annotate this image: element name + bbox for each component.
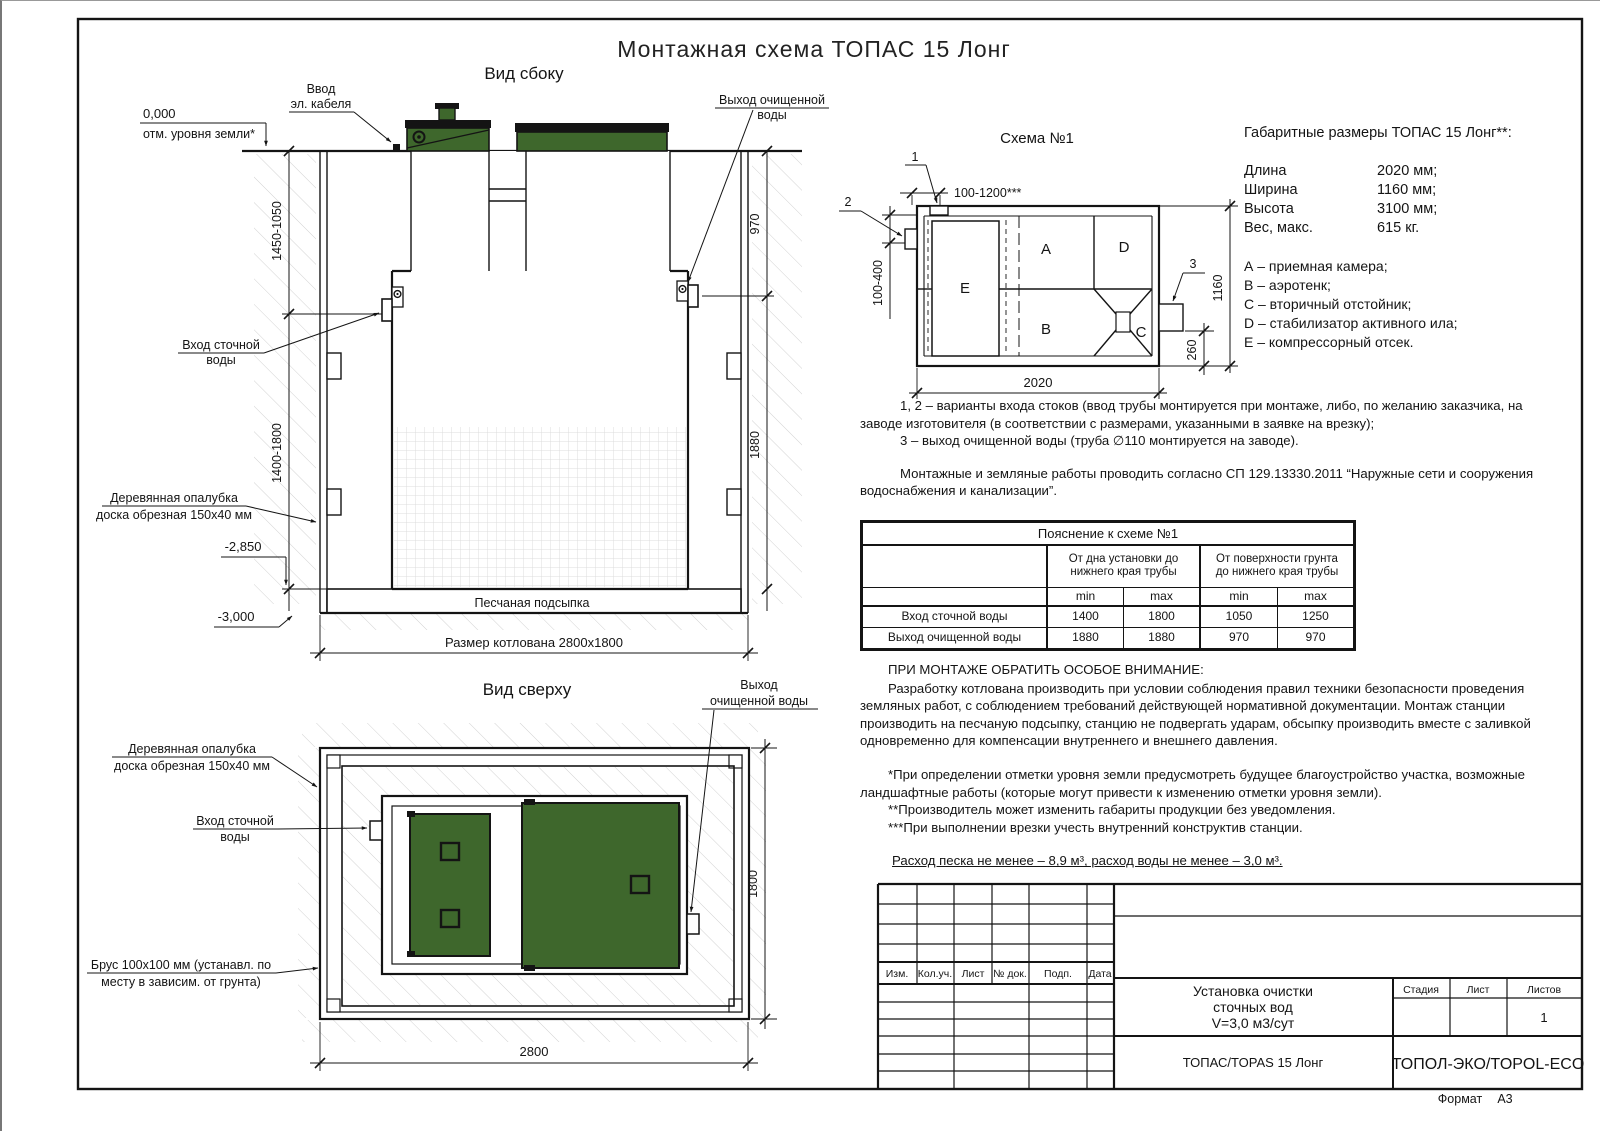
sheet-label: Лист [1466,984,1490,996]
specs-block [1244,125,1544,352]
svg-text:Брус 100х100 мм (устанавл. по: Брус 100х100 мм (устанавл. по [90,958,272,972]
compartment-legend [1244,257,1544,352]
compartment-e: E [959,280,971,297]
attention-text: Разработку котлована производить при условии соблюдения правил техники безопасности проведения земляных работ, с соблюдением требований действующей нормативной документации. Монтаж станции производить на песчаную подсыпку, станцию не подвергать ударам, обсыпку производить вместе с заливкой одновременно для компенсации внутреннего и внешнего давления. [860,680,1531,749]
col-group-bottom: От дна установки до нижнего края трубы [1047,545,1200,587]
svg-text:1800: 1800 [746,870,760,898]
min-header: min [1047,587,1124,606]
schema-top-stub [930,206,948,215]
table-row: Вход сточной воды 1400 1800 1050 1250 [863,606,1354,627]
col-data: Дата [1088,968,1112,980]
dim-1450-1050: 1450-1050 [270,201,284,261]
schema-dim-260 [1185,323,1214,375]
legend-item: D – стабилизатор активного ила; [1244,315,1458,331]
svg-text:отм. уровня земли*: отм. уровня земли* [143,127,256,141]
footnote-2: **Производитель может изменить габариты продукции без уведомления. [888,802,1336,818]
min-header: min [1200,587,1278,606]
note-variants: 1, 2 – варианты входа стоков (ввод трубы монтируется при монтаже, либо, по желанию заказчика, на заводе изготовителя (в соответствии с размерами, указанными в заявке на врезку); [860,398,1523,431]
dim-1880: 1880 [748,431,762,459]
schema-right-stub [1159,304,1183,331]
legend-item: Е – компрессорный отсек. [1244,334,1414,350]
svg-text:3: 3 [1189,257,1197,271]
svg-text:воды: воды [220,830,250,844]
legend-item: А – приемная камера; [1244,258,1388,274]
format-value: А3 [1497,1092,1513,1106]
schema-dim-left [871,206,918,319]
col-list: Лист [961,968,985,980]
level-3000 [214,609,292,627]
compartment-a: A [1040,241,1052,258]
svg-text:2800: 2800 [519,1044,549,1059]
specs-heading: Габаритные размеры ТОПАС 15 Лонг**: [1244,125,1512,141]
svg-text:доска обрезная 150х40 мм: доска обрезная 150х40 мм [114,759,270,773]
svg-text:0,000: 0,000 [143,106,176,121]
schema-left-stub [905,229,917,249]
col-izm: Изм. [885,968,909,980]
lid-small-side [405,103,491,151]
beam-label [87,958,318,989]
note-outlet: 3 – выход очищенной воды (труба ∅110 монтируется на заводе). [900,433,1299,449]
specs-rows [1244,162,1544,238]
attention-heading: ПРИ МОНТАЖЕ ОБРАТИТЬ ОСОБОЕ ВНИМАНИЕ: [888,662,1204,677]
dim-970: 970 [748,213,762,235]
doc-title-line3: V=3,0 м3/сут [1211,1015,1295,1031]
svg-text:1160: 1160 [1211,274,1225,302]
table-row: Выход очищенной воды 1880 1880 970 970 [863,627,1354,648]
svg-text:очищенной воды: очищенной воды [710,694,808,708]
tank-side [382,144,698,589]
tank-top [370,796,699,974]
title-block [878,884,1584,1106]
svg-text:Деревянная опалубка: Деревянная опалубка [110,491,238,505]
legend-item: С – вторичный отстойник; [1244,296,1412,312]
svg-text:100-1200***: 100-1200*** [954,186,1022,200]
side-view [96,64,829,661]
formwork-label-top [112,742,317,787]
compartment-d: D [1118,239,1130,256]
doc-title-line1: Установка очистки [1192,983,1314,999]
top-view [87,678,818,1071]
sheets-label: Листов [1526,984,1562,996]
svg-text:-2,850: -2,850 [224,539,262,554]
explain-table-title: Пояснение к схеме №1 [863,523,1354,546]
col-podp: Подп. [1044,968,1072,980]
side-view-caption: Вид сбоку [484,64,564,83]
notes-block [860,397,1544,500]
schema-caption: Схема №1 [1000,130,1074,147]
explain-table [860,520,1356,651]
schema-tank [917,206,1159,366]
svg-text:2: 2 [844,195,852,209]
product-name: ТОПАС/TOPAS 15 Лонг [1182,1055,1324,1070]
spec-row: Ширина 1160 мм; [1244,182,1437,198]
note-sp: Монтажные и земляные работы проводить согласно СП 129.13330.2011 “Наружные сети и сооружения водоснабжения и канализации”. [860,465,1534,499]
stage-label: Стадия [1403,984,1439,996]
compartment-c: C [1135,324,1147,341]
svg-text:Выход: Выход [740,678,778,692]
schema-1 [839,130,1238,399]
svg-text:эл. кабеля: эл. кабеля [290,97,352,111]
spec-row: Длина 2020 мм; [1244,163,1438,179]
svg-text:Выход очищенной: Выход очищенной [719,93,825,107]
sheets-value: 1 [1540,1010,1548,1025]
top-view-caption: Вид сверху [482,680,572,699]
compartment-b: B [1040,321,1052,338]
dim-1400-1800: 1400-1800 [270,423,284,483]
svg-text:Вход сточной: Вход сточной [182,338,260,352]
svg-text:месту в зависим. от грунта): месту в зависим. от грунта) [101,975,261,989]
doc-title-line2: сточных вод [1213,999,1293,1015]
zero-level-mark [140,106,266,146]
svg-text:Вход сточной: Вход сточной [196,814,274,828]
schema-marker-2 [839,195,902,236]
footnote-1: *При определении отметки уровня земли предусмотреть будущее благоустройство участка, возможные ландшафтные работы (которые могут привести к изменению отметки уровня земли). [860,766,1525,800]
svg-text:100-400: 100-400 [871,260,885,306]
svg-text:Ввод: Ввод [306,82,336,96]
svg-text:2020: 2020 [1023,375,1053,390]
lid-long-side [515,123,669,151]
max-header: max [1278,587,1354,606]
legend-item: В – аэротенк; [1244,277,1331,293]
footnote-3: ***При выполнении врезки учесть внутренний конструктив станции. [888,819,1303,835]
svg-text:доска обрезная 150х40 мм: доска обрезная 150х40 мм [96,508,252,522]
format-label: Формат [1437,1092,1483,1106]
outlet-stub-top [687,914,699,934]
company-name: ТОПОЛ-ЭКО/TOPOL-ECO [1391,1056,1585,1073]
sand-label: Песчаная подсыпка [474,596,590,610]
schema-marker-3 [1173,257,1205,301]
spec-row: Высота 3100 мм; [1244,201,1438,217]
svg-text:1: 1 [911,150,919,164]
schema-dim-2020 [909,368,1167,399]
pit-size-label: Размер котлована 2800х1800 [444,635,624,650]
spec-row: Вес, макс. 615 кг. [1244,220,1420,236]
lid-small-top [407,811,490,957]
inlet-stub-top [370,821,382,840]
cable-entry-point [393,144,400,151]
svg-text:воды: воды [757,108,787,122]
page-title: Монтажная схема ТОПАС 15 Лонг [617,36,1011,62]
max-header: max [1124,587,1201,606]
col-group-surface: От поверхности грунта до нижнего края трубы [1200,545,1354,587]
attention-block [860,661,1552,870]
svg-text:воды: воды [206,353,236,367]
svg-text:260: 260 [1185,339,1199,361]
svg-text:Деревянная опалубка: Деревянная опалубка [128,742,256,756]
schema-dim-top [900,186,1022,205]
cable-label [289,82,391,142]
svg-text:-3,000: -3,000 [217,609,255,624]
consumption-note: Расход песка не менее – 8,9 м³, расход воды не менее – 3,0 м³. [892,853,1283,869]
col-ndok: № док. [993,968,1027,980]
col-koluch: Кол.уч. [917,968,953,980]
lid-long-top [522,799,679,971]
